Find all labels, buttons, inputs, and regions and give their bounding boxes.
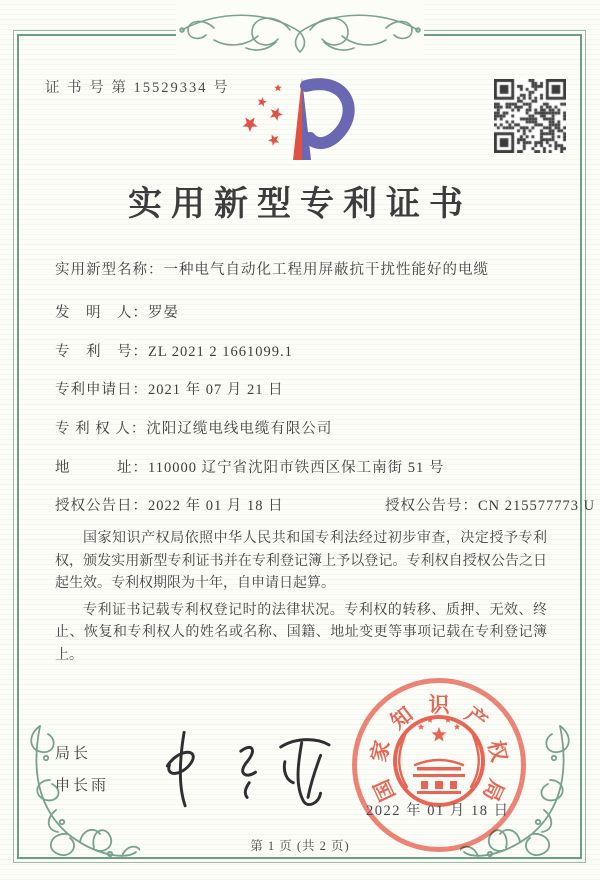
field-label: 地 址： — [55, 460, 148, 476]
field-value: 沈阳辽缆电线电缆有限公司 — [146, 421, 333, 437]
field-label: 专 利 权 人： — [55, 421, 147, 437]
top-flourish-ornament — [140, 2, 460, 58]
seal-character: 权 — [483, 738, 512, 765]
field-label: 授权公告号： — [385, 498, 478, 514]
field-row-grant-date-and-number — [55, 494, 596, 515]
qr-code — [494, 79, 566, 153]
field-value: 110000 辽宁省沈阳市铁西区保工南街 51 号 — [148, 460, 445, 476]
signer-title: 局长 — [55, 746, 92, 762]
field-label: 授权公告日： — [55, 498, 148, 514]
field-value: CN 215577773 U — [478, 498, 596, 514]
seal-character: 国 — [369, 775, 400, 805]
certificate-title: 实用新型专利证书 — [128, 186, 472, 223]
field-row-inventor — [55, 301, 555, 322]
seal-date: 2022 年 01 月 18 日 — [366, 803, 510, 819]
field-value: 一种电气自动化工程用屏蔽抗干扰性能好的电缆 — [163, 262, 489, 278]
legal-text — [55, 528, 547, 671]
field-label: 实用新型名称： — [55, 262, 164, 278]
cnipa-logo-icon — [230, 72, 370, 166]
signer-name: 申长雨 — [55, 778, 110, 794]
seal-character: 知 — [386, 702, 418, 734]
field-label: 发 明 人： — [55, 305, 148, 321]
field-row-patentee — [55, 417, 555, 438]
seal-character: 产 — [460, 702, 492, 734]
field-value: 2021 年 07 月 21 日 — [148, 382, 284, 398]
seal-character: 局 — [478, 775, 509, 805]
field-row-patent-number — [55, 340, 555, 361]
certificate-number: 证 书 号 第 15529334 号 — [45, 80, 230, 96]
field-row-address — [55, 456, 555, 477]
field-value: ZL 2021 2 1661099.1 — [148, 344, 293, 360]
seal-character: 家 — [366, 738, 395, 765]
legal-paragraph-2: 专利证书记载专利权登记时的法律状况。专利权的转移、质押、无效、终止、恢复和专利权人的姓名或名称、国籍、地址变更等事项记载在专利登记簿上。 — [55, 602, 547, 663]
signature-handwriting — [150, 726, 340, 810]
field-label: 专 利 号： — [55, 344, 148, 360]
field-value: 罗晏 — [148, 305, 179, 321]
seal-character: 识 — [428, 693, 450, 717]
field-row-patent-name — [55, 258, 555, 279]
field-row-application-date — [55, 378, 555, 399]
field-value: 2022 年 01 月 18 日 — [148, 498, 284, 514]
page-number: 第 1 页 (共 2 页) — [250, 839, 350, 853]
field-label: 专利申请日： — [55, 382, 148, 398]
legal-paragraph-1: 国家知识产权局依照中华人民共和国专利法经过初步审查，决定授予专利权，颁发实用新型专利证书并在专利登记簿上予以登记。专利权自授权公告之日起生效。专利权期限为十年，自申请日起算。 — [55, 531, 547, 591]
